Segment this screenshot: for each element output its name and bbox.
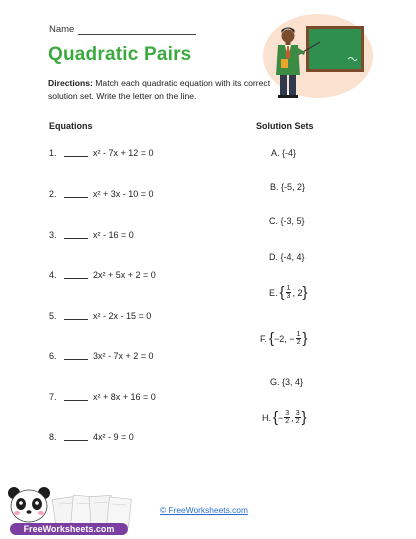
brace-open: { — [273, 409, 279, 426]
solution-h-label: H. — [262, 412, 271, 423]
teacher-leg-left — [280, 75, 287, 95]
teacher-head — [282, 30, 295, 43]
equation-number: 3. — [49, 230, 57, 240]
equation-text: x² - 16 = 0 — [93, 230, 134, 240]
equation-number: 2. — [49, 189, 57, 199]
teacher-shoe-left — [278, 95, 288, 98]
brace-close: } — [301, 409, 307, 426]
solution-e-rest: , 2 — [292, 287, 303, 298]
teacher-illustration — [262, 14, 374, 104]
equation-row-6 — [49, 351, 154, 361]
equation-number: 1. — [49, 148, 57, 158]
separator: , — [291, 412, 294, 423]
answer-blank[interactable] — [64, 352, 88, 360]
solution-c: C. {-3, 5} — [269, 216, 305, 226]
solution-h-minus: − — [278, 412, 284, 423]
answer-blank[interactable] — [64, 231, 88, 239]
numerator: 3 — [285, 410, 290, 417]
equation-row-7 — [49, 392, 156, 402]
numerator: 3 — [295, 410, 300, 417]
fraction — [296, 331, 302, 346]
denominator: 2 — [285, 418, 290, 425]
name-line[interactable] — [78, 26, 196, 35]
solution-e — [269, 285, 307, 300]
chalkboard — [309, 29, 361, 69]
directions-text: Match each quadratic equation with its correct solution set. Write the letter on the line. — [48, 78, 271, 101]
copyright-link[interactable]: © FreeWorksheets.com — [160, 505, 248, 515]
solution-f — [260, 331, 307, 346]
answer-blank[interactable] — [64, 393, 88, 401]
fraction — [286, 285, 292, 300]
solution-f-first: −2, − — [274, 333, 295, 344]
equation-text: x² - 7x + 12 = 0 — [93, 148, 154, 158]
equation-number: 5. — [49, 311, 57, 321]
equation-row-4 — [49, 270, 156, 280]
answer-blank[interactable] — [64, 312, 88, 320]
solution-d: D. {-4, 4} — [269, 252, 305, 262]
teacher-neck — [286, 41, 291, 45]
brace-close: } — [302, 284, 308, 301]
equation-number: 4. — [49, 270, 57, 280]
numerator: 1 — [286, 285, 291, 292]
equation-text: x² + 8x + 16 = 0 — [93, 392, 156, 402]
freeworksheets-logo — [4, 486, 140, 536]
brace-open: { — [269, 330, 275, 347]
answer-blank[interactable] — [64, 433, 88, 441]
fraction — [295, 410, 301, 425]
fraction — [284, 410, 290, 425]
answer-blank[interactable] — [64, 149, 88, 157]
equation-row-5 — [49, 311, 151, 321]
logo-text: FreeWorksheets.com — [23, 524, 115, 534]
solutions-heading: Solution Sets — [256, 121, 314, 131]
name-field-row — [49, 24, 196, 35]
equation-row-3 — [49, 230, 134, 240]
solution-e-label: E. — [269, 287, 278, 298]
solution-a: A. {-4} — [271, 148, 297, 158]
denominator: 2 — [295, 418, 300, 425]
solution-b: B. {-5, 2} — [270, 182, 306, 192]
equations-heading: Equations — [49, 121, 93, 131]
teacher-leg-right — [289, 75, 296, 95]
name-label: Name — [49, 24, 75, 35]
directions-label: Directions: — [48, 78, 93, 88]
teacher-shoe-right — [288, 95, 298, 98]
brace-open: { — [279, 284, 285, 301]
solution-g: G. {3, 4} — [270, 377, 304, 387]
equation-row-1 — [49, 148, 154, 158]
equation-row-2 — [49, 189, 154, 199]
answer-blank[interactable] — [64, 190, 88, 198]
numerator: 1 — [296, 331, 301, 338]
equation-row-8 — [49, 432, 134, 442]
panda-icon — [8, 487, 50, 522]
equation-text: x² + 3x - 10 = 0 — [93, 189, 154, 199]
equation-text: 3x² - 7x + 2 = 0 — [93, 351, 154, 361]
solution-h — [262, 410, 307, 425]
brace-close: } — [302, 330, 308, 347]
equation-number: 6. — [49, 351, 57, 361]
page-title: Quadratic Pairs — [48, 44, 192, 65]
equation-number: 8. — [49, 432, 57, 442]
equation-text: x² - 2x - 15 = 0 — [93, 311, 152, 321]
equation-number: 7. — [49, 392, 57, 402]
denominator: 3 — [286, 293, 291, 300]
worksheet-stack-graphic — [52, 495, 131, 527]
teacher-book — [281, 59, 288, 68]
denominator: 2 — [296, 339, 301, 346]
directions — [48, 77, 276, 102]
solution-f-label: F. — [260, 333, 268, 344]
equation-text: 2x² + 5x + 2 = 0 — [93, 270, 156, 280]
answer-blank[interactable] — [64, 271, 88, 279]
equation-text: 4x² - 9 = 0 — [93, 432, 134, 442]
